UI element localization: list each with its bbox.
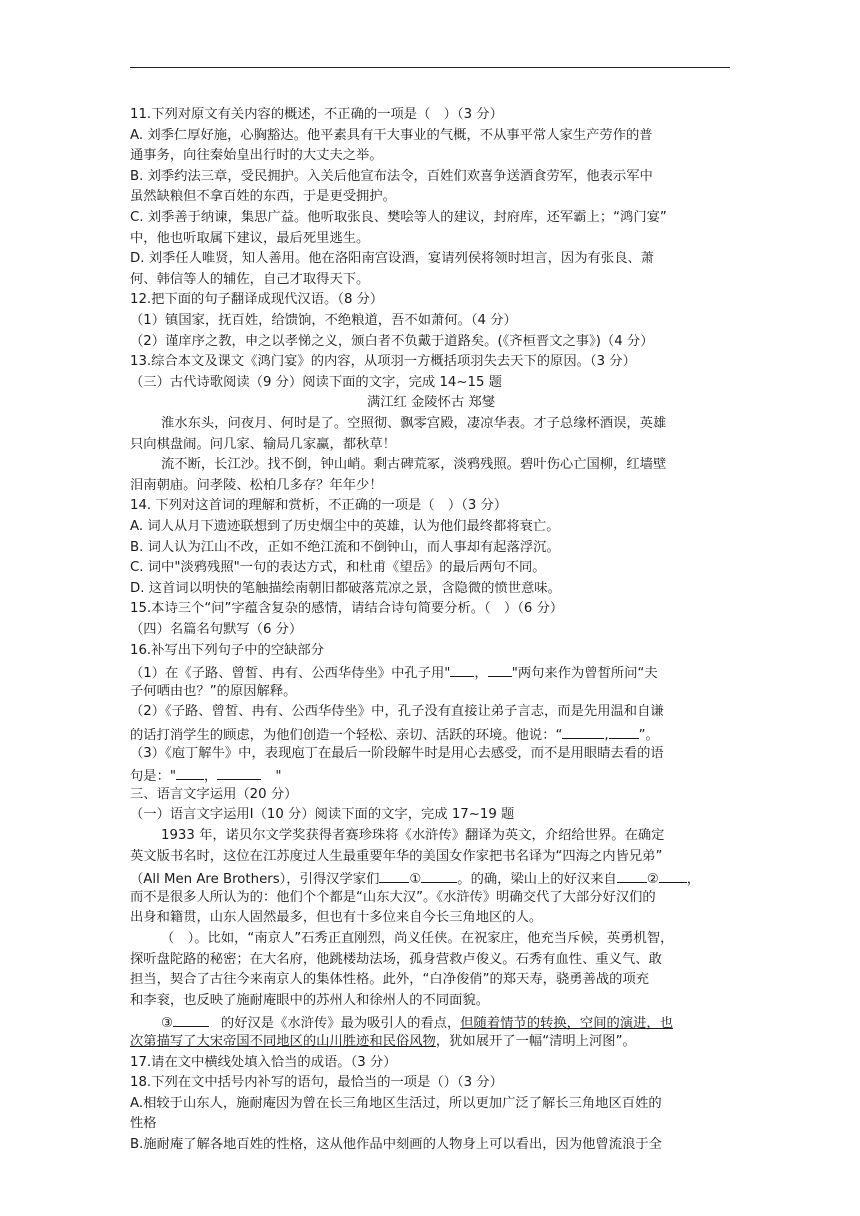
q11-option-b: B. 刘季约法三章，受民拥护。入关后他宣布法令，百姓们欢喜争送酒食劳军，他表示军中	[130, 168, 653, 184]
q12-item-2: （2）谨庠序之教，申之以孝悌之义，颁白者不负戴于道路矣。(《齐桓晋文之事》)（4 分）	[130, 333, 654, 349]
answer-blank[interactable]	[562, 724, 604, 739]
q16-item-1-cont: 子何哂由也？”的原因解释。	[130, 683, 297, 699]
q11-option-a: A. 刘季仁厚好施，心胸豁达。他平素具有干大事业的气概，不从事平常人家生产劳作的普	[130, 127, 653, 143]
q13-stem: 13.综合本文及课文《鸿门宴》的内容，从项羽一方概括项羽失去天下的原因。（3 分）	[130, 354, 636, 370]
answer-blank[interactable]	[176, 765, 204, 780]
answer-blank[interactable]	[617, 868, 647, 883]
q11-stem: 11.下列对原文有关内容的概述，不正确的一项是（ ）（3 分）	[130, 107, 503, 122]
section-poetry-heading: （三）古代诗歌阅读（9 分）阅读下面的文字，完成 14~15 题	[130, 374, 502, 390]
passage-para-1-line4: 而不是很多人所认为的：他们个个都是“山东大汉”。《水浒传》明确交代了大部分好汉们的	[130, 889, 656, 905]
q16-item-1: （1）在《子路、曾皙、冉有、公西华侍坐》中孔子用" ， "两句来作为曾皙所问“夫	[130, 662, 658, 680]
q11-option-c: C. 刘季善于纳谏，集思广益。他听取张良、樊哙等人的建议，封府库，还军霸上；“鸿门宴”	[130, 210, 667, 225]
q18-option-b: B.施耐庵了解各地百姓的性格，这从他作品中刻画的人物身上可以看出，因为他曾流浪于全	[130, 1137, 662, 1152]
passage-para-2-line2: 探听盘陀路的秘密；在大名府，他跳楼劫法场，孤身营救卢俊义。石秀有血性、重义气、敢	[130, 951, 662, 967]
answer-blank[interactable]	[173, 1012, 209, 1027]
q14-option-a: A. 词人从月下遗迹联想到了历史烟尘中的英雄，认为他们最终都将衰亡。	[130, 519, 560, 534]
answer-blank[interactable]	[421, 868, 457, 883]
q14-stem: 14. 下列对这首词的理解和赏析，不正确的一项是（ ）（3 分）	[130, 498, 508, 514]
q11-option-a-cont: 通事务，向往秦始皇出行时的大丈夫之举。	[130, 148, 383, 164]
passage-para-3: ③ 的好汉是《水浒传》最为吸引人的看点，但随着情节的转换，空间的演进，也	[161, 1012, 673, 1030]
poem-stanza-1: 淮水东头，问夜月、何时是了。空照彻、飘零宫殿，凄凉华表。才子总缘杯酒误，英雄	[161, 416, 667, 431]
section-recitation-heading: （四）名篇名句默写（6 分）	[130, 622, 303, 637]
q15-stem: 15.本诗三个“问”字蕴含复杂的感情，请结合诗句简要分析。（ ）（6 分）	[130, 601, 564, 617]
answer-blank[interactable]	[217, 765, 261, 780]
answer-blank[interactable]	[488, 662, 512, 677]
section-language-1-heading: （一）语言文字运用Ⅰ（10 分）阅读下面的文字，完成 17~19 题	[130, 807, 515, 823]
q16-item-2-cont: 的话打消学生的顾虑，为他们创造一个轻松、亲切、活跃的环境。他说：“ , ”。	[130, 724, 659, 742]
q16-item-3: （3）《庖丁解牛》中，表现庖丁在最后一阶段解牛时是用心去感受，而不是用眼睛去看的语	[130, 745, 664, 761]
poem-stanza-1-cont: 只向棋盘闹。问几家、输局几家赢，都秋草！	[130, 436, 396, 452]
passage-para-1: 1933 年，诺贝尔文学奖获得者赛珍珠将《水浒传》翻译为英文，介绍给世界。在确定	[161, 828, 665, 843]
passage-para-2: （ ）。比如，“南京人”石秀正直刚烈，尚义任侠。在祝家庄，他充当斥候，英勇机智，	[161, 931, 674, 946]
q16-stem: 16.补写出下列句子中的空缺部分	[130, 642, 325, 658]
passage-para-2-line3: 担当，契合了古往今来南京人的集体性格。此外，“白净俊俏”的郑天寿，骁勇善战的项充	[130, 972, 650, 988]
q12-item-1: （1）镇国家，抚百姓，给馈饷，不绝粮道，吾不如萧何。（4 分）	[130, 313, 517, 328]
answer-blank[interactable]	[450, 662, 474, 677]
passage-para-3-line2: 次第描写了大宋帝国不同地区的山川胜迹和民俗风物，犹如展开了一幅“清明上河图”。	[130, 1034, 636, 1049]
q14-option-c: C. 词中"淡鸦残照"一句的表达方式，和杜甫《望岳》的最后两句不同。	[130, 560, 546, 576]
passage-para-1-line5: 出身和籍贯，山东人固然最多，但也有十多位来自今长三角地区的人。	[130, 910, 543, 926]
passage-para-2-line4: 和李衮，也反映了施耐庵眼中的苏州人和徐州人的不同面貌。	[130, 992, 490, 1008]
passage-para-1-line2: 英文版书名时，这位在江苏度过人生最重要年华的美国女作家把书名译为“四海之内皆兄弟”	[130, 848, 663, 864]
q11-option-d: D. 刘季任人唯贤，知人善用。他在洛阳南宫设酒，宴请列侯将领时坦言，因为有张良、萧	[130, 251, 654, 267]
q17-stem: 17.请在文中横线处填入恰当的成语。（3 分）	[130, 1054, 397, 1070]
q16-item-2: （2）《子路、曾皙、冉有、公西华侍坐》中，孔子没有直接让弟子言志，而是先用温和自谦	[130, 704, 664, 720]
q18-option-a-cont: 性格	[130, 1116, 157, 1132]
section-language-heading: 三、语言文字运用（20 分）	[130, 786, 298, 802]
q14-option-d: D. 这首词以明快的笔触描绘南朝旧都破落荒凉之景，含隐微的愤世意味。	[130, 580, 561, 596]
q11-option-d-cont: 何、韩信等人的辅佐，自己才取得天下。	[130, 271, 370, 287]
poem-stanza-2-cont: 泪南朝庙。问孝陵、松柏几多存？年年少！	[130, 477, 383, 493]
answer-blank[interactable]	[609, 724, 639, 739]
q18-option-a: A.相较于山东人，施耐庵因为曾在长三角地区生活过，所以更加广泛了解长三角地区百姓的	[130, 1095, 662, 1111]
poem-title: 满江红 金陵怀古 郑燮	[366, 395, 496, 411]
passage-para-1-line3: （All Men Are Brothers），引得汉学家们 ① 。的确，梁山上的好汉来自 ② ，	[130, 868, 700, 886]
q18-stem: 18.下列在文中括号内补写的语句，最恰当的一项是（）（3 分）	[130, 1075, 503, 1091]
q11-option-b-cont: 虽然缺粮但不拿百姓的东西，于是更受拥护。	[130, 189, 396, 205]
header-rule	[130, 67, 730, 68]
q16-item-3-cont: 句是：" ， "	[130, 765, 281, 783]
underlined-sentence-cont: 次第描写了大宋帝国不同地区的山川胜迹和民俗风物	[130, 1034, 436, 1049]
underlined-sentence: 但随着情节的转换，空间的演进，也	[460, 1016, 674, 1032]
q12-stem: 12.把下面的句子翻译成现代汉语。（8 分）	[130, 292, 384, 308]
answer-blank[interactable]	[379, 868, 409, 883]
answer-blank[interactable]	[659, 868, 687, 883]
q11-option-c-cont: 中，他也听取属下建议，最后死里逃生。	[130, 230, 370, 246]
q14-option-b: B. 词人认为江山不改，正如不绝江流和不倒钟山，而人事却有起落浮沉。	[130, 539, 560, 555]
poem-stanza-2: 流不断，长江沙。找不倒，钟山峭。剩古碑荒冢，淡鸦残照。碧叶伤心亡国柳，红墙壁	[161, 457, 667, 473]
